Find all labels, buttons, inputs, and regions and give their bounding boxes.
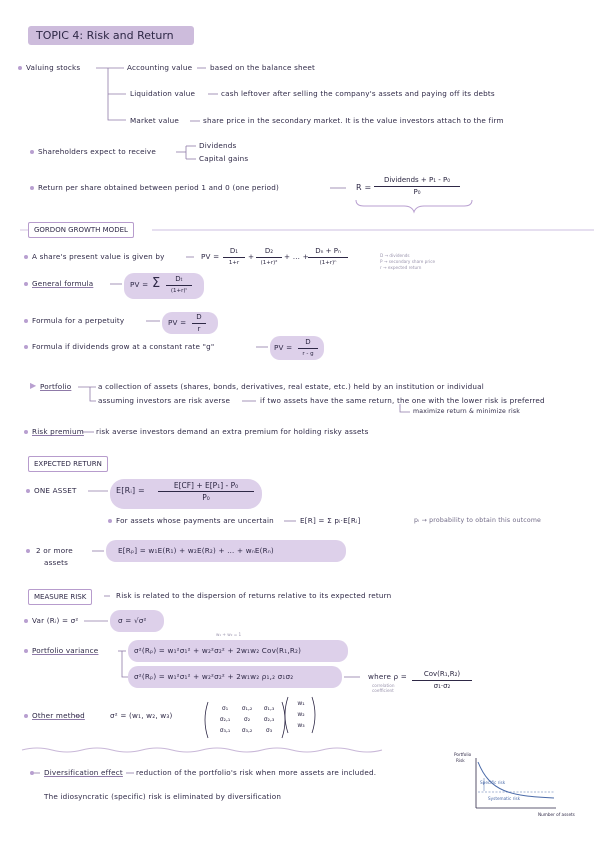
liquidation-value-desc: cash leftover after selling the company's assets and paying off its debts — [221, 89, 495, 98]
market-value-label: Market value — [130, 116, 180, 125]
bullet — [24, 255, 28, 259]
legend-share-price: P → secondary share price — [380, 259, 436, 264]
portfolio-variance-eq-2: σ²(Rₚ) = w₁²σ₁² + w₂²σ₂² + 2w₁w₂ ρ₁,₂ σ₁σ₂ — [134, 672, 294, 681]
where-rho: where ρ = — [368, 672, 408, 681]
idiosyncratic-text: The idiosyncratic (specific) risk is eliminated by diversification — [44, 792, 282, 801]
pv-dots: + … + — [284, 252, 309, 261]
portfolio-variance-label: Portfolio variance — [32, 646, 99, 655]
general-den: (1+r)ᵗ — [170, 288, 188, 294]
portfolio-variance-eq-1: σ²(Rₚ) = w₁²σ₁² + w₂²σ₂² + 2w₁w₂ Cov(R₁,R₂) — [134, 646, 302, 655]
capital-gains-label: Capital gains — [199, 154, 249, 163]
weights-note: w₁ + w₂ = 1 — [216, 632, 242, 637]
perp-num: D — [196, 313, 202, 321]
pv-term-1 — [223, 247, 245, 268]
one-asset-label: ONE ASSET — [34, 486, 77, 495]
variance-lhs: Var (Rᵢ) = σ² — [32, 616, 79, 625]
correlation-note-1: correlation — [372, 683, 395, 688]
one-asset-fraction — [158, 481, 254, 502]
bullet — [26, 549, 30, 553]
bullet — [24, 619, 28, 623]
rho-fraction — [412, 670, 472, 691]
dividends-label: Dividends — [199, 141, 237, 150]
shareholders-expect: Shareholders expect to receive — [38, 147, 157, 156]
bullet — [24, 430, 28, 434]
pv-term-2 — [256, 247, 282, 268]
one-asset-lhs: E[Rᵢ] = — [116, 486, 145, 495]
pv-term-2-den: (1+r)² — [260, 260, 278, 266]
accounting-value-label: Accounting value — [127, 63, 193, 72]
rho-num: Cov(R₁,R₂) — [423, 670, 461, 678]
bullet — [24, 714, 28, 718]
vector-cell: w₃ — [297, 722, 305, 729]
matrix-row — [214, 714, 280, 725]
fraction-bar — [298, 348, 318, 349]
fraction-bar — [256, 257, 282, 258]
maximize-minimize: maximize return & minimize risk — [413, 408, 521, 415]
diversification-desc: reduction of the portfolio's risk when more assets are included. — [136, 768, 377, 777]
same-return-text: if two assets have the same return, the one with the lower risk is preferred — [260, 396, 545, 405]
gordon-header: GORDON GROWTH MODEL — [28, 222, 134, 238]
graph-y-label-2: Risk — [456, 758, 465, 763]
legend-expected-return: r → expected return — [380, 265, 422, 270]
fraction-bar — [192, 323, 206, 324]
bullet — [26, 489, 30, 493]
graph-systematic-risk: Systematic risk — [488, 796, 521, 801]
liquidation-value-label: Liquidation value — [130, 89, 196, 98]
measure-risk-header: MEASURE RISK — [28, 589, 92, 605]
bullet — [18, 66, 22, 70]
market-value-desc: share price in the secondary market. It is the value investors attach to the firm — [203, 116, 504, 125]
uncertain-equation: E[R] = Σ pᵢ·E[Rᵢ] — [300, 516, 361, 525]
vector-cell: w₂ — [297, 711, 305, 718]
return-per-share-text: Return per share obtained between period 1 and 0 (one period) — [38, 183, 280, 192]
perp-fraction — [192, 313, 206, 334]
pv-term-n-den: (1+r)ⁿ — [319, 260, 337, 266]
pv-term-1-num: D₁ — [229, 247, 239, 255]
return-numerator: Dividends + P₁ - P₀ — [383, 176, 451, 184]
correlation-note-2: coefficient — [372, 688, 394, 693]
general-fraction — [166, 275, 192, 296]
sum-symbol: Σ — [152, 276, 161, 291]
risk-averse-assumption: assuming investors are risk averse — [98, 396, 231, 405]
matrix-cell: σ₂ — [243, 716, 251, 723]
arrow-bullet-icon: ▶ — [30, 381, 37, 390]
matrix-row — [214, 725, 280, 736]
fraction-bar — [308, 257, 348, 258]
expected-return-header: EXPECTED RETURN — [28, 456, 108, 472]
matrix-cell: σ₃,₂ — [241, 727, 253, 734]
growth-num: D — [305, 338, 311, 346]
graph-specific-risk: Specific risk — [480, 780, 506, 785]
diversification-label: Diversification effect — [44, 768, 123, 777]
pv-term-1-den: 1+r — [228, 260, 240, 266]
bullet — [108, 519, 112, 523]
graph-x-label: Number of assets — [538, 812, 575, 817]
portfolio-label: Portfolio — [40, 382, 72, 391]
fraction-bar — [374, 186, 460, 187]
risk-premium-label: Risk premium — [32, 427, 84, 436]
assets-label: assets — [44, 558, 69, 567]
general-lhs: PV = — [130, 280, 149, 289]
present-value-text: A share's present value is given by — [32, 252, 165, 261]
perp-lhs: PV = — [168, 318, 187, 327]
return-equation-lhs: R = — [356, 183, 372, 192]
pv-term-2-num: D₂ — [264, 247, 274, 255]
fraction-bar — [223, 257, 245, 258]
matrix-cell: σ₃,₁ — [219, 727, 231, 734]
pv-term-n — [308, 247, 348, 268]
risk-description: Risk is related to the dispersion of returns relative to its expected return — [116, 591, 392, 600]
return-denominator: P₀ — [413, 188, 421, 196]
vector-cell: w₁ — [297, 700, 305, 707]
matrix-cell: σ₁,₃ — [263, 705, 275, 712]
matrix-cell: σ₁ — [221, 705, 229, 712]
general-num: Dₜ — [175, 275, 183, 283]
growth-fraction — [298, 338, 318, 359]
one-asset-num: E[CF] + E[P₁] - P₀ — [173, 481, 239, 490]
probability-note: pᵢ → probability to obtain this outcome — [414, 517, 542, 524]
uncertain-payments-text: For assets whose payments are uncertain — [116, 516, 274, 525]
bullet — [24, 345, 28, 349]
pv-term-n-num: Dₙ + Pₙ — [315, 247, 341, 255]
bullet — [30, 771, 34, 775]
pv-lhs: PV = — [201, 252, 220, 261]
general-formula-label: General formula — [32, 279, 94, 288]
plus-sign: + — [248, 252, 255, 261]
portfolio-definition: a collection of assets (shares, bonds, derivatives, real estate, etc.) held by an institution or individual — [98, 382, 484, 391]
growth-den: r - g — [302, 351, 314, 357]
other-method-equation: σ² = (w₁, w₂, w₃) — [110, 711, 173, 720]
bullet — [24, 649, 28, 653]
matrix-cell: σ₂,₃ — [263, 716, 275, 723]
matrix-cell: σ₃ — [265, 727, 273, 734]
bullet — [24, 319, 28, 323]
covariance-matrix — [214, 703, 280, 736]
matrix-row — [214, 703, 280, 714]
growth-lhs: PV = — [274, 343, 293, 352]
graph-y-label-1: Portfolio — [454, 752, 472, 757]
legend-dividends: D → dividends — [380, 253, 410, 258]
other-method-label: Other method — [32, 711, 85, 720]
risk-premium-desc: risk averse investors demand an extra premium for holding risky assets — [96, 427, 369, 436]
fraction-bar — [166, 285, 192, 286]
multi-asset-equation: E[Rₚ] = w₁E(R₁) + w₂E(R₂) + … + wₙE(Rₙ) — [118, 546, 274, 555]
bullet — [30, 186, 34, 190]
bullet — [24, 282, 28, 286]
one-asset-den: P₀ — [202, 493, 210, 502]
sigma-equation: σ = √σ² — [118, 616, 147, 625]
two-or-more-label: 2 or more — [36, 546, 73, 555]
page-title: TOPIC 4: Risk and Return — [28, 26, 194, 45]
growth-label: Formula if dividends grow at a constant rate "g" — [32, 342, 215, 351]
return-fraction — [374, 176, 460, 197]
fraction-bar — [412, 680, 472, 681]
weights-vector — [292, 698, 310, 731]
perpetuity-label: Formula for a perpetuity — [32, 316, 125, 325]
accounting-value-desc: based on the balance sheet — [210, 63, 316, 72]
matrix-cell: σ₁,₂ — [241, 705, 253, 712]
matrix-cell: σ₂,₁ — [219, 716, 231, 723]
bullet — [30, 150, 34, 154]
rho-den: σ₁·σ₂ — [433, 682, 451, 690]
valuing-stocks-label: Valuing stocks — [26, 63, 81, 72]
fraction-bar — [158, 491, 254, 492]
perp-den: r — [197, 325, 201, 333]
